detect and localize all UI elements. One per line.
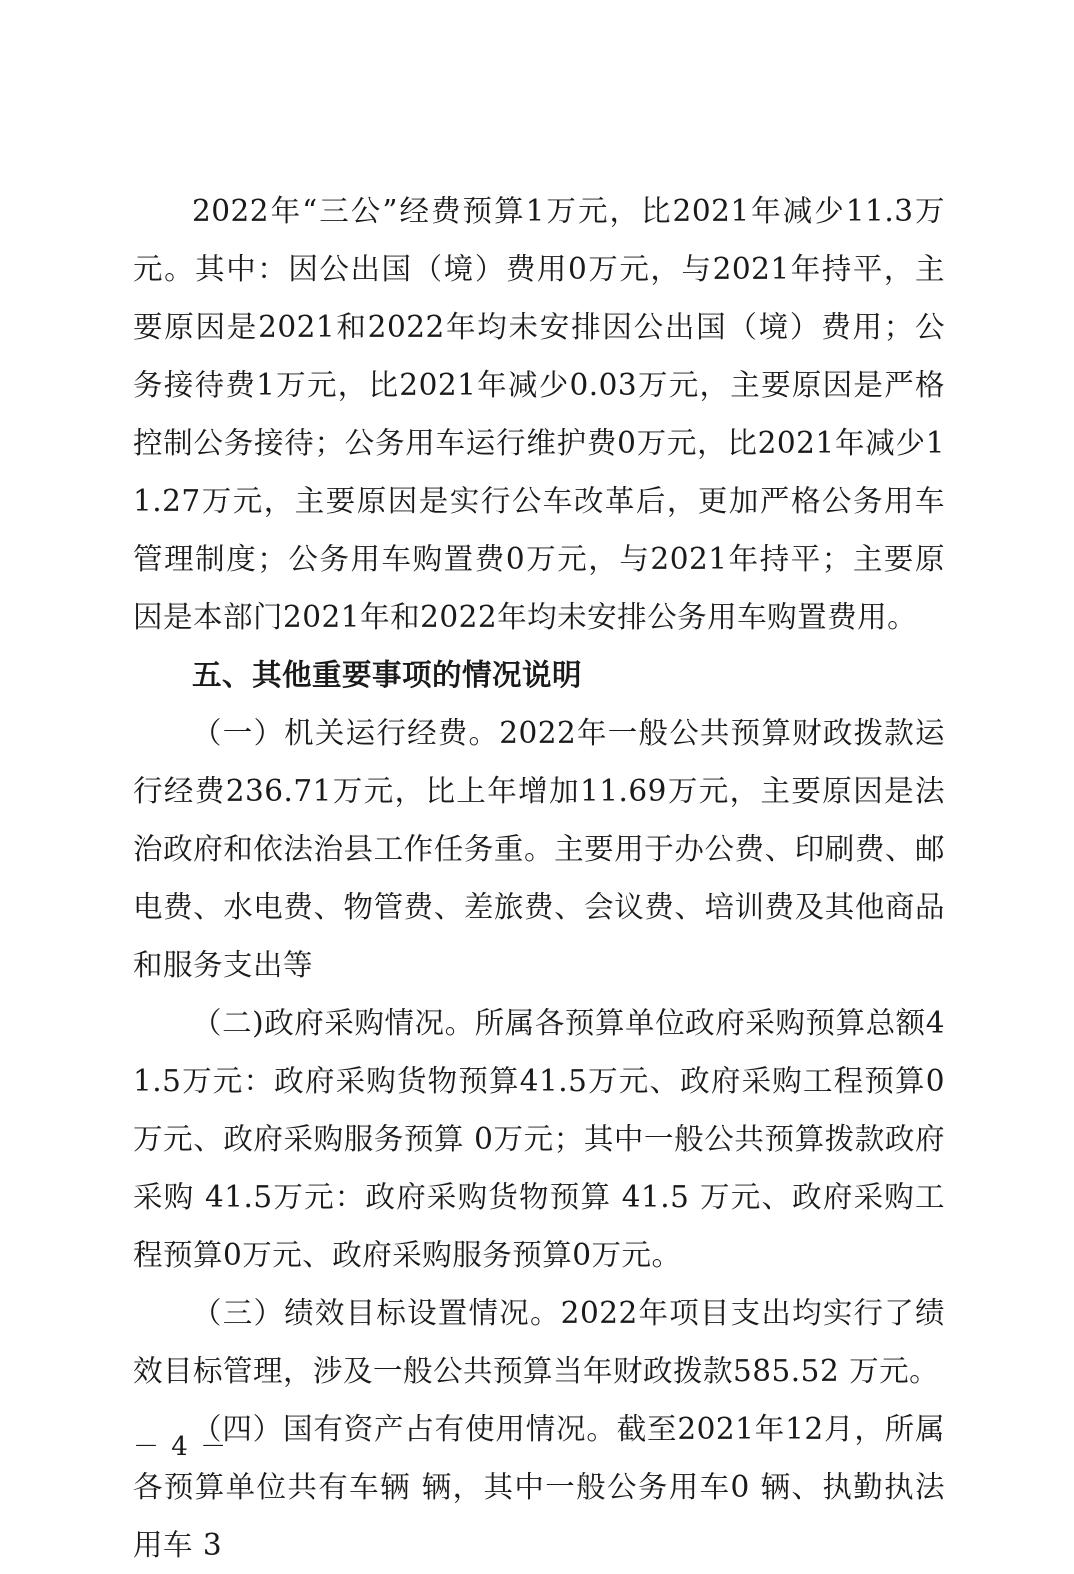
paragraph-state-assets: （四）国有资产占有使用情况。截至2021年12月，所属各预算单位共有车辆 辆，其中一般公务用车0 辆、执勤执法用车 3 <box>133 1412 945 1562</box>
paragraph-performance-targets: （三）绩效目标设置情况。2022年项目支出均实行了绩效目标管理，涉及一般公共预算当年财政拨款585.52 万元。 <box>133 1296 945 1388</box>
paragraph-operating-expenses: （一）机关运行经费。2022年一般公共预算财政拨款运行经费236.71万元，比上年增加11.69万元，主要原因是法治政府和依法治县工作任务重。主要用于办公费、印刷费、邮电费、水电费、物管费、差旅费、会议费、培训费及其他商品和服务支出等 <box>133 716 945 982</box>
paragraph-government-procurement: （二)政府采购情况。所属各预算单位政府采购预算总额41.5万元：政府采购货物预算41.5万元、政府采购工程预算0万元、政府采购服务预算 0万元；其中一般公共预算拨款政府采购 41.5万元：政府采购货物预算 41.5 万元、政府采购工程预算0万元、政府采购服务预算0万元。 <box>133 1006 945 1272</box>
document-body <box>133 182 945 1574</box>
paragraph-sangong-budget: 2022年“三公”经费预算1万元，比2021年减少11.3万元。其中：因公出国（境）费用0万元，与2021年持平，主要原因是2021和2022年均未安排因公出国（境）费用；公务接待费1万元，比2021年减少0.03万元，主要原因是严格控制公务接待；公务用车运行维护费0万元，比2021年减少11.27万元，主要原因是实行公车改革后，更加严格公务用车管理制度；公务用车购置费0万元，与2021年持平；主要原因是本部门2021年和2022年均未安排公务用车购置费用。 <box>133 194 946 634</box>
section-heading-other-matters: 五、其他重要事项的情况说明 <box>192 658 583 692</box>
page-number: － 4 － <box>133 1432 229 1462</box>
